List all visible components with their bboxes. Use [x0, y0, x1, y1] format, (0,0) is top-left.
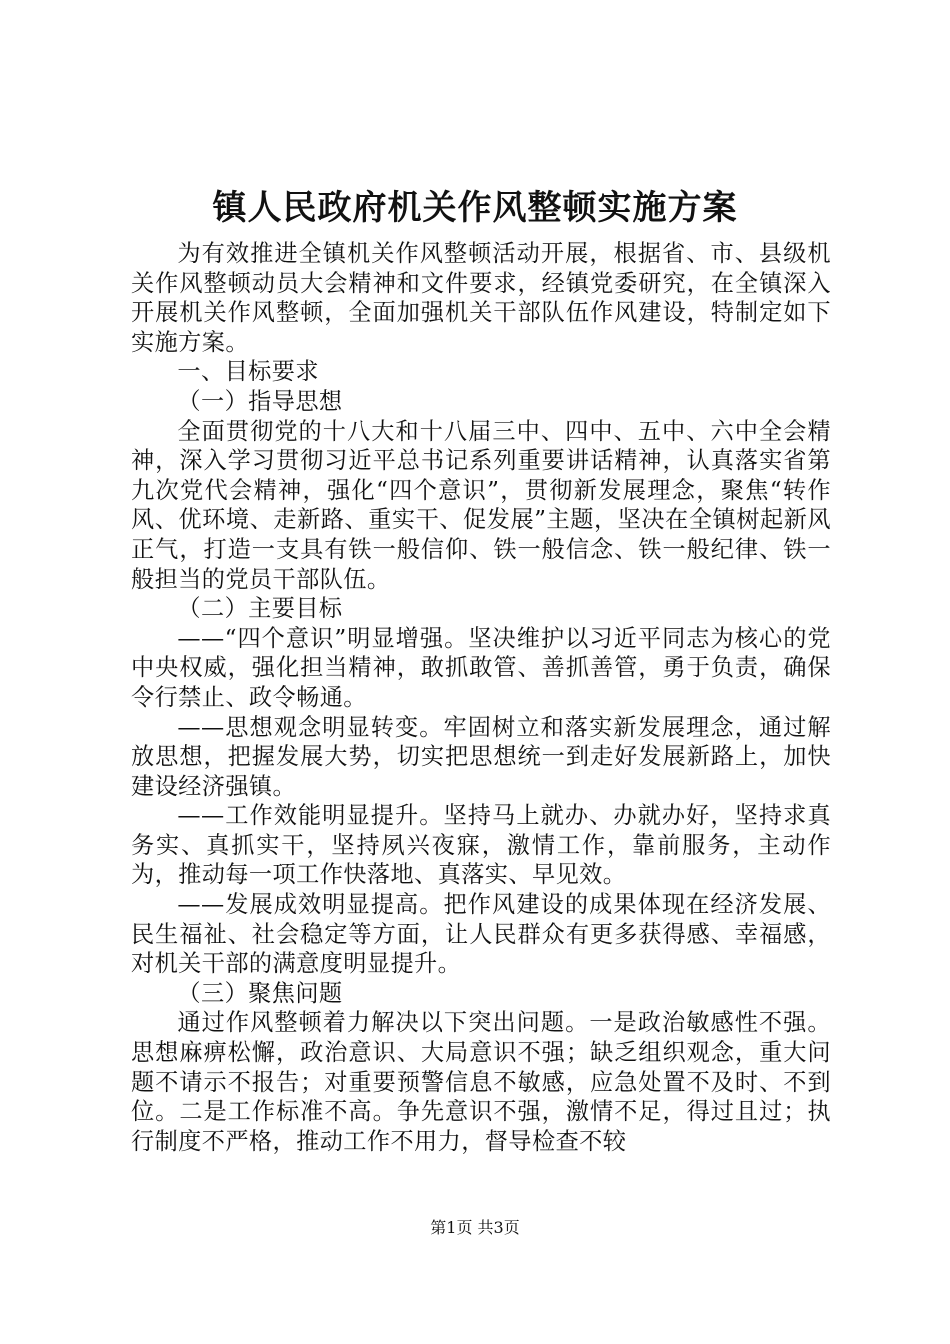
paragraph-guiding-thought: 全面贯彻党的十八大和十八届三中、四中、五中、六中全会精神，深入学习贯彻习近平总书记系列重要讲话精神，认真落实省第九次党代会精神，强化“四个意识”，贯彻新发展理念，聚焦“转作风、优环境、走新路、重实干、促发展”主题，坚决在全镇树起新风正气，打造一支具有铁一般信仰、铁一般信念、铁一般纪律、铁一般担当的党员干部队伍。 [131, 417, 831, 593]
paragraph-intro: 为有效推进全镇机关作风整顿活动开展，根据省、市、县级机关作风整顿动员大会精神和文件要求，经镇党委研究，在全镇深入开展机关作风整顿，全面加强机关干部队伍作风建设，特制定如下实施方案。 [131, 240, 831, 356]
page-number-footer: 第1页 共3页 [430, 1218, 520, 1237]
paragraph-goal-results: ——发展成效明显提高。把作风建设的成果体现在经济发展、民生福祉、社会稳定等方面，让人民群众有更多获得感、幸福感，对机关干部的满意度明显提升。 [131, 891, 831, 978]
subsection-heading-focus-issues: （三）聚焦问题 [177, 979, 343, 1007]
subsection-heading-main-goals: （二）主要目标 [177, 595, 343, 623]
paragraph-focus-issues: 通过作风整顿着力解决以下突出问题。一是政治敏感性不强。思想麻痹松懈，政治意识、大局意识不强；缺乏组织观念，重大问题不请示不报告；对重要预警信息不敏感，应急处置不及时、不到位。二是工作标准不高。争先意识不强，激情不足，得过且过；执行制度不严格，推动工作不用力，督导检查不较 [131, 1009, 831, 1155]
subsection-heading-guiding-thought: （一）指导思想 [177, 387, 343, 415]
paragraph-goal-efficiency: ——工作效能明显提升。坚持马上就办、办就办好，坚持求真务实、真抓实干，坚持夙兴夜寐，激情工作，靠前服务，主动作为，推动每一项工作快落地、真落实、早见效。 [131, 802, 831, 889]
paragraph-goal-awareness: ——“四个意识”明显增强。坚决维护以习近平同志为核心的党中央权威，强化担当精神，敢抓敢管、善抓善管，勇于负责，确保令行禁止、政令畅通。 [131, 624, 831, 711]
paragraph-goal-mindset: ——思想观念明显转变。牢固树立和落实新发展理念，通过解放思想，把握发展大势，切实把思想统一到走好发展新路上，加快建设经济强镇。 [131, 713, 831, 800]
document-body [131, 239, 831, 1156]
document-title: 镇人民政府机关作风整顿实施方案 [212, 188, 738, 228]
section-heading-goals: 一、目标要求 [177, 358, 319, 386]
